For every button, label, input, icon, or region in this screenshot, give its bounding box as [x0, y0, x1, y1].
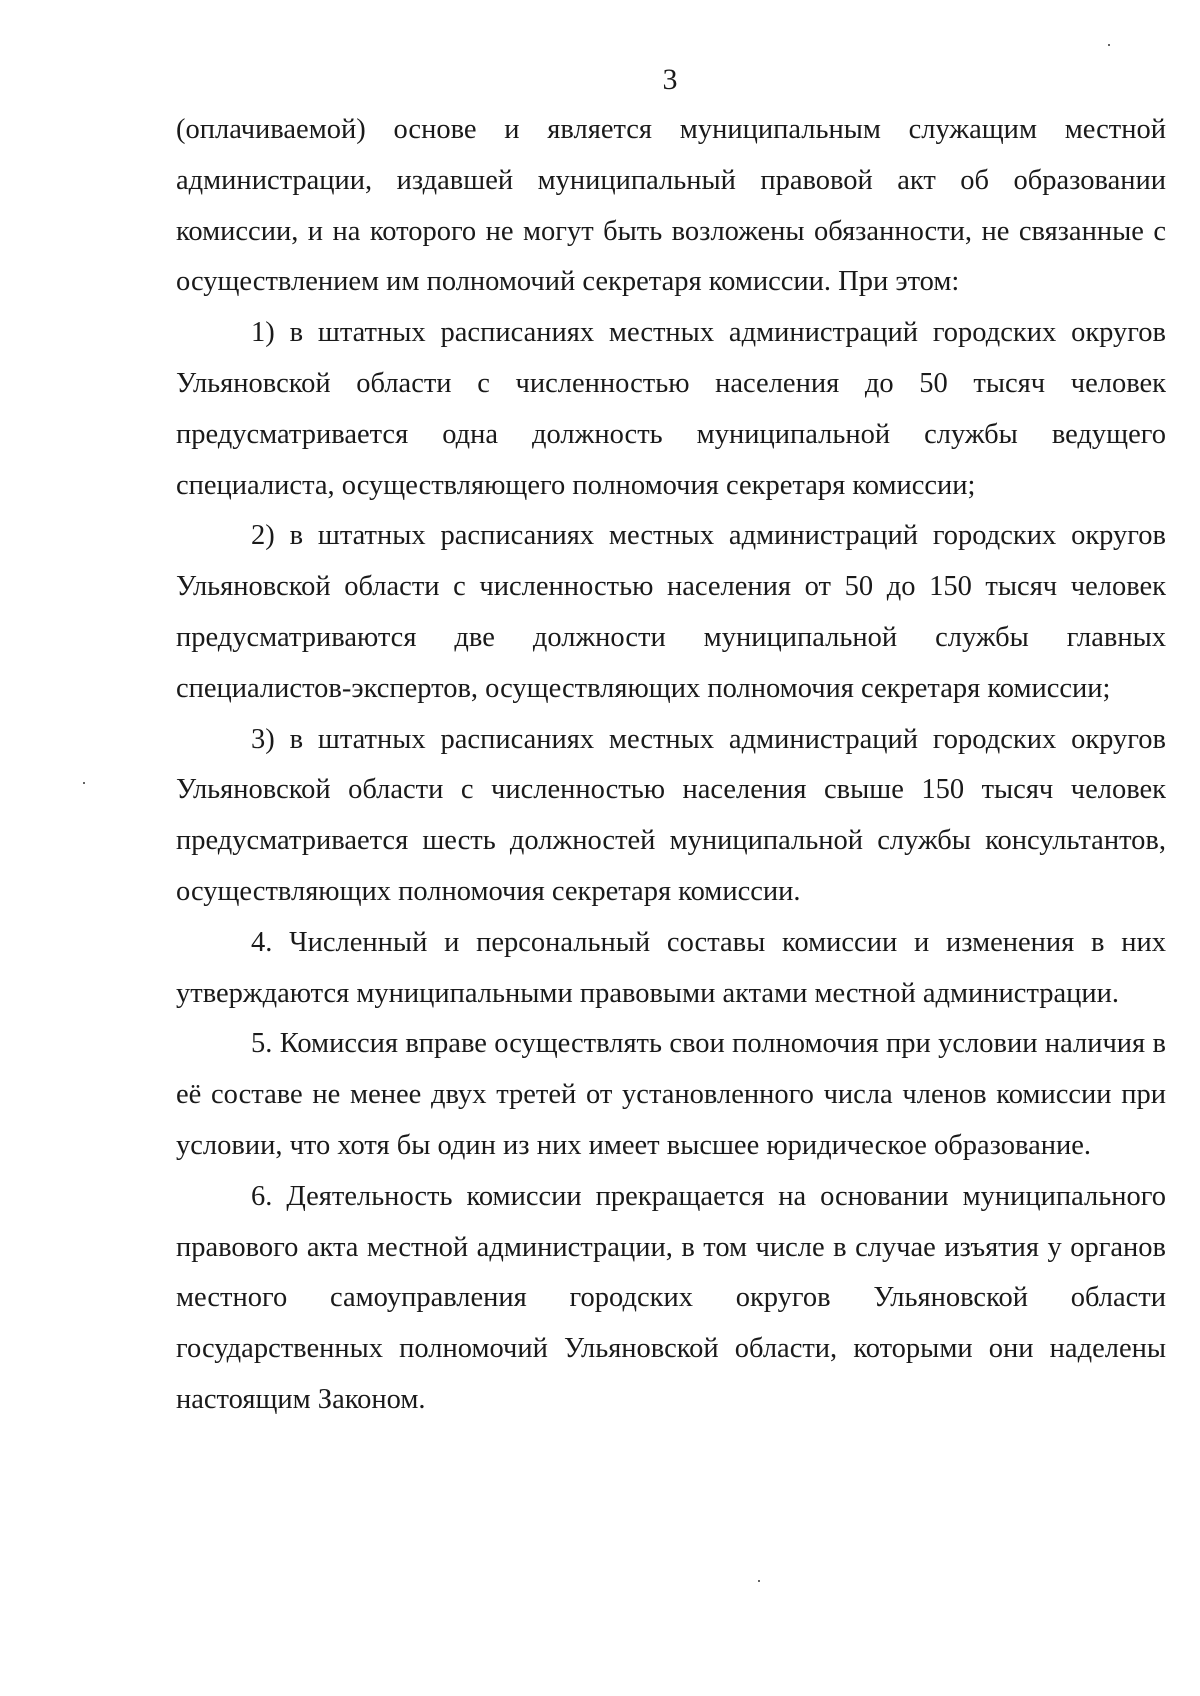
scan-speck — [758, 1580, 760, 1582]
scan-speck — [1108, 44, 1110, 46]
paragraph-item-1: 1) в штатных расписаниях местных администраций городских округов Ульяновской области с численностью населения до 50 тысяч человек предусматривается одна должность муниципальной службы ведущего специалиста, осуществляющего полномочия секретаря комиссии; — [176, 317, 1166, 501]
paragraph-item-3: 3) в штатных расписаниях местных администраций городских округов Ульяновской области с численностью населения свыше 150 тысяч человек предусматривается шесть должностей муниципальной службы консультантов, осуществляющих полномочия секретаря комиссии. — [176, 723, 1166, 907]
paragraph-clause-6: 6. Деятельность комиссии прекращается на основании муниципального правового акта местной администрации, в том числе в случае изъятия у органов местного самоуправления городских округов Ульяновской области государственных полномочий Ульяновской области, которыми они наделены настоящим Законом. — [176, 1180, 1166, 1415]
paragraph-clause-4: 4. Численный и персональный составы комиссии и изменения в них утверждаются муниципальными правовыми актами местной администрации. — [176, 926, 1166, 1009]
paragraph-item-2: 2) в штатных расписаниях местных администраций городских округов Ульяновской области с численностью населения от 50 до 150 тысяч человек предусматриваются две должности муниципальной службы главных специалистов-экспертов, осуществляющих полномочия секретаря комиссии; — [176, 520, 1166, 704]
paragraph-continuation: (оплачиваемой) основе и является муниципальным служащим местной администрации, издавшей муниципальный правовой акт об образовании комиссии, и на которого не могут быть возложены обязанности, не связанные с осуществлением им полномочий секретаря комиссии. При этом: — [176, 114, 1166, 298]
scan-speck — [83, 782, 85, 784]
paragraph-clause-5: 5. Комиссия вправе осуществлять свои полномочия при условии наличия в её составе не менее двух третей от установленного числа членов комиссии при условии, что хотя бы один из них имеет высшее юридическое образование. — [176, 1028, 1166, 1161]
document-body — [176, 105, 1166, 1426]
page-number: 3 — [662, 63, 678, 96]
